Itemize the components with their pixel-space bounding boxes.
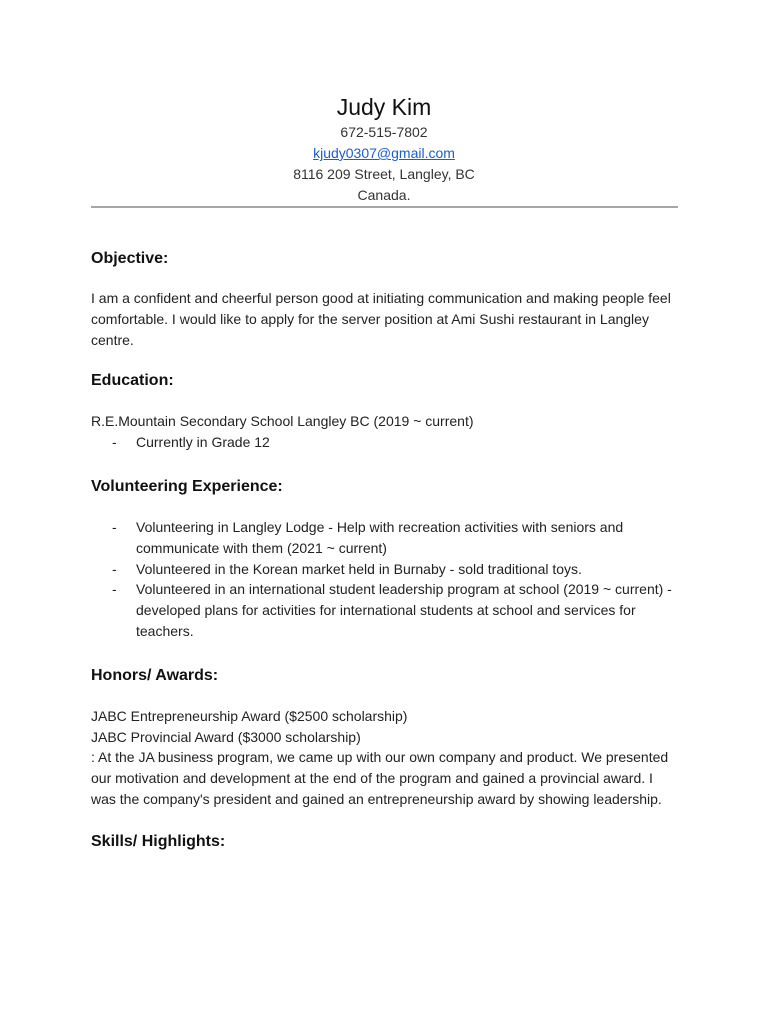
education-heading: Education: bbox=[91, 372, 174, 390]
address-line-2: Canada. bbox=[357, 187, 411, 203]
volunteering-section bbox=[91, 474, 681, 642]
objective-section bbox=[91, 246, 681, 350]
address-line-1: 8116 209 Street, Langley, BC bbox=[293, 166, 475, 182]
email-link[interactable]: kjudy0307@gmail.com bbox=[313, 145, 455, 161]
honors-section bbox=[91, 663, 681, 810]
list-item: - Volunteering in Langley Lodge - Help with recreation activities with seniors and communicate with them (2021 ~ current) bbox=[91, 517, 681, 559]
applicant-name: Judy Kim bbox=[336, 94, 432, 120]
honors-heading: Honors/ Awards: bbox=[91, 666, 219, 684]
objective-text: I am a confident and cheerful person good at initiating communication and making people feel comfortable. I would like to apply for the server position at Ami Sushi restaurant in Langley centre. bbox=[91, 290, 671, 348]
volunteering-heading: Volunteering Experience: bbox=[91, 477, 283, 495]
award-provincial: JABC Provincial Award ($3000 scholarship) bbox=[91, 728, 361, 745]
education-school: R.E.Mountain Secondary School Langley BC (2019 ~ current) bbox=[91, 413, 474, 430]
volunteering-list bbox=[91, 517, 681, 642]
education-list bbox=[91, 432, 681, 453]
list-item: - Volunteered in the Korean market held in Burnaby - sold traditional toys. bbox=[91, 559, 681, 580]
objective-heading: Objective: bbox=[91, 250, 169, 267]
list-item: - Currently in Grade 12 bbox=[91, 432, 681, 453]
phone-number: 672-515-7802 bbox=[340, 124, 428, 140]
resume-body bbox=[91, 246, 681, 855]
skills-section bbox=[91, 829, 681, 855]
honors-description: : At the JA business program, we came up with our own company and product. We presented our motivation and development at the end of the program and gained a provincial award. I was the company's president and gained an entrepreneurship award by showing leadership. bbox=[91, 749, 669, 807]
list-item: - Volunteered in an international student leadership program at school (2019 ~ current) - developed plans for activities for international students at school and services for teachers. bbox=[91, 579, 681, 641]
award-entrepreneurship: JABC Entrepreneurship Award ($2500 scholarship) bbox=[91, 707, 408, 724]
header-divider bbox=[91, 206, 678, 208]
resume-header bbox=[0, 92, 768, 206]
skills-heading: Skills/ Highlights: bbox=[91, 832, 226, 850]
education-section bbox=[91, 368, 681, 453]
